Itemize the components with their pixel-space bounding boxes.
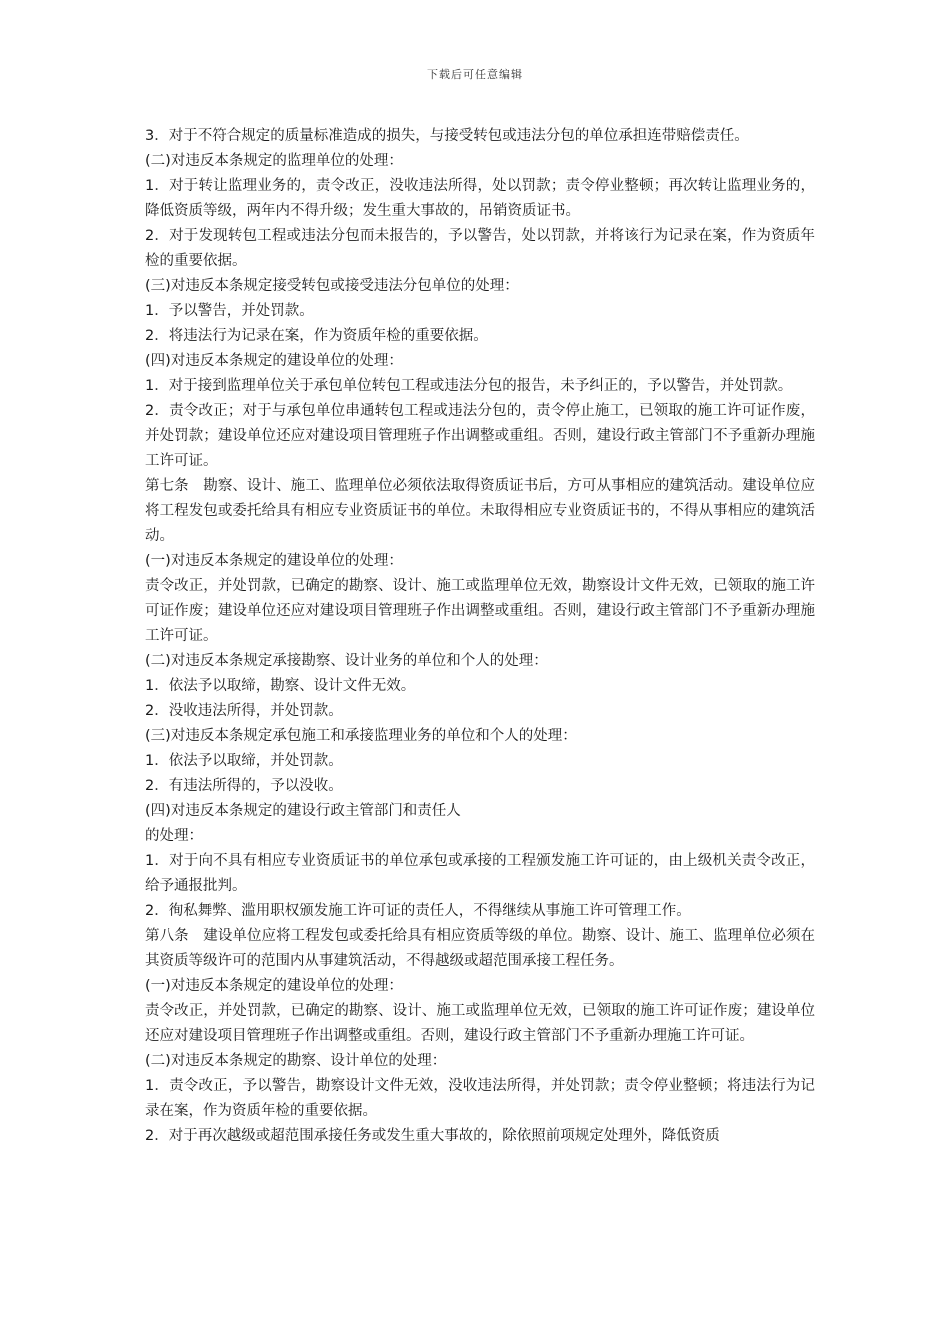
paragraph: (四)对违反本条规定的建设单位的处理： xyxy=(145,353,403,369)
paragraph: 1．对于接到监理单位关于承包单位转包工程或违法分包的报告，未予纠正的，予以警告，并处罚款。 xyxy=(145,378,793,394)
paragraph: (一)对违反本条规定的建设单位的处理： xyxy=(145,978,403,994)
paragraph: (二)对违反本条规定的监理单位的处理： xyxy=(145,153,403,169)
paragraph: 1．对于转让监理业务的，责令改正，没收违法所得，处以罚款；责令停业整顿；再次转让监理业务的，降低资质等级，两年内不得升级；发生重大事故的，吊销资质证书。 xyxy=(145,178,815,219)
paragraph: 1．依法予以取缔，勘察、设计文件无效。 xyxy=(145,678,416,694)
paragraph: 责令改正，并处罚款，已确定的勘察、设计、施工或监理单位无效，勘察设计文件无效，已领取的施工许可证作废；建设单位还应对建设项目管理班子作出调整或重组。否则，建设行政主管部门不予重新办理施工许可证。 xyxy=(145,578,815,644)
paragraph: 2．没收违法所得，并处罚款。 xyxy=(145,703,343,719)
paragraph: (二)对违反本条规定的勘察、设计单位的处理： xyxy=(145,1053,447,1069)
paragraph: 第七条 勘察、设计、施工、监理单位必须依法取得资质证书后，方可从事相应的建筑活动。建设单位应将工程发包或委托给具有相应专业资质证书的单位。未取得相应专业资质证书的，不得从事相应的建筑活动。 xyxy=(145,478,815,544)
paragraph: 2．徇私舞弊、滥用职权颁发施工许可证的责任人，不得继续从事施工许可管理工作。 xyxy=(145,903,691,919)
paragraph: 2．责令改正；对于与承包单位串通转包工程或违法分包的，责令停止施工，已领取的施工许可证作废，并处罚款；建设单位还应对建设项目管理班子作出调整或重组。否则，建设行政主管部门不予重新办理施工许可证。 xyxy=(145,403,815,469)
paragraph: (二)对违反本条规定承接勘察、设计业务的单位和个人的处理： xyxy=(145,653,548,669)
paragraph: (三)对违反本条规定接受转包或接受违法分包单位的处理： xyxy=(145,278,519,294)
paragraph: 的处理： xyxy=(145,828,203,844)
paragraph: 1．依法予以取缔，并处罚款。 xyxy=(145,753,343,769)
paragraph: 第八条 建设单位应将工程发包或委托给具有相应资质等级的单位。勘察、设计、施工、监理单位必须在其资质等级许可的范围内从事建筑活动，不得越级或超范围承接工程任务。 xyxy=(145,928,815,969)
paragraph: (一)对违反本条规定的建设单位的处理： xyxy=(145,553,403,569)
paragraph: (三)对违反本条规定承包施工和承接监理业务的单位和个人的处理： xyxy=(145,728,577,744)
paragraph: 2．对于发现转包工程或违法分包而未报告的，予以警告，处以罚款，并将该行为记录在案，作为资质年检的重要依据。 xyxy=(145,228,815,269)
paragraph: 1．对于向不具有相应专业资质证书的单位承包或承接的工程颁发施工许可证的，由上级机关责令改正，给予通报批判。 xyxy=(145,853,815,894)
paragraph: 3．对于不符合规定的质量标准造成的损失，与接受转包或违法分包的单位承担连带赔偿责任。 xyxy=(145,128,749,144)
document-body xyxy=(145,124,815,1149)
paragraph: 1．责令改正，予以警告，勘察设计文件无效，没收违法所得，并处罚款；责令停业整顿；将违法行为记录在案，作为资质年检的重要依据。 xyxy=(145,1078,815,1119)
paragraph: 2．有违法所得的，予以没收。 xyxy=(145,778,343,794)
paragraph: 责令改正，并处罚款，已确定的勘察、设计、施工或监理单位无效，已领取的施工许可证作废；建设单位还应对建设项目管理班子作出调整或重组。否则，建设行政主管部门不予重新办理施工许可证。 xyxy=(145,1003,815,1044)
paragraph: 2．对于再次越级或超范围承接任务或发生重大事故的，除依照前项规定处理外，降低资质 xyxy=(145,1128,720,1144)
paragraph: 1．予以警告，并处罚款。 xyxy=(145,303,314,319)
paragraph: (四)对违反本条规定的建设行政主管部门和责任人 xyxy=(145,803,461,819)
page-header: 下载后可任意编辑 xyxy=(427,68,523,81)
paragraph: 2．将违法行为记录在案，作为资质年检的重要依据。 xyxy=(145,328,488,344)
